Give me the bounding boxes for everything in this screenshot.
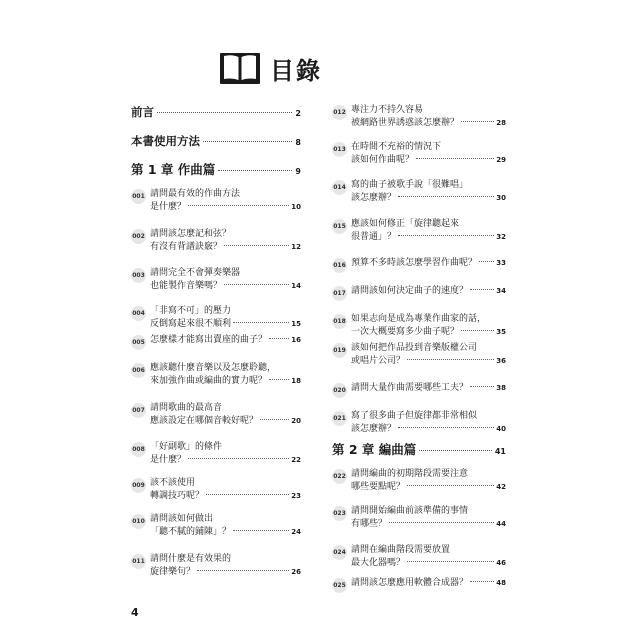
question-page-number: 18 [291,377,301,385]
question-last-line [150,526,301,539]
question-number-badge: 020 [332,383,347,398]
question-line: 很普通」？ [351,232,397,242]
question-number-badge: 010 [131,514,146,529]
question-text [351,257,506,273]
question-last-line [150,415,301,428]
question-page-number: 33 [496,259,506,267]
dot-leader [398,196,494,197]
question-line: 該如何把作品投到音樂版權公司 [351,343,478,353]
question-row [131,513,301,539]
question-row [131,402,301,428]
question-row [332,468,506,494]
toc-question-entry[interactable] [332,179,506,205]
question-number-badge: 021 [332,411,347,426]
toc-question-entry[interactable] [131,477,301,503]
question-row [332,104,506,130]
question-line: 反倒寫起來很不順利 [150,319,232,329]
question-line: 寫了很多曲子但旋律都非常相似 [351,411,478,421]
section-page-number: 8 [295,138,301,147]
question-number-badge: 009 [131,478,146,493]
question-line: 請問該如何決定曲子的速度？ [351,286,469,296]
question-text [150,553,301,579]
question-line: 請問開始編曲前該準備的事情 [351,506,469,516]
question-row [131,441,301,467]
question-page-number: 14 [291,282,301,290]
question-page-number: 16 [291,336,301,344]
dot-leader [398,427,494,428]
question-text [351,342,506,368]
question-page-number: 48 [496,579,506,587]
question-number-badge: 022 [332,469,347,484]
dot-leader [157,112,292,113]
question-row [332,577,506,593]
question-line: 請問在編曲階段需要放置 [351,545,451,555]
question-text [150,513,301,539]
toc-header [218,48,322,88]
question-number-badge: 023 [332,506,347,521]
question-text [150,362,301,388]
question-page-number: 23 [291,492,301,500]
dot-leader [407,359,494,360]
question-number-badge: 006 [131,363,146,378]
question-row [131,267,301,293]
question-number-badge: 003 [131,268,146,283]
question-text [351,410,506,436]
question-number-badge: 002 [131,229,146,244]
question-page-number: 15 [291,320,301,328]
question-text [351,577,506,593]
question-line: 專注力不持久容易 [351,105,424,115]
question-number-badge: 011 [131,554,146,569]
toc-question-entry[interactable] [131,228,301,254]
question-row [332,285,506,301]
question-text [351,218,506,244]
question-number-badge: 004 [131,306,146,321]
question-text [351,285,506,301]
question-row [131,188,301,214]
question-number-badge: 014 [332,180,347,195]
question-line: 應該設定在哪個音較好呢？ [150,416,259,426]
question-line: 「聽不膩的鋪陳」？ [150,527,232,537]
dot-leader [398,235,494,236]
question-line: 請問該怎麼應用軟體合成器？ [351,578,469,588]
question-page-number: 34 [496,287,506,295]
toc-question-entry[interactable] [332,410,506,436]
question-line: 一次大概要寫多少曲子呢？ [351,327,460,337]
question-row [332,544,506,570]
question-row [131,305,301,331]
toc-question-entry[interactable] [131,267,301,293]
dot-leader [188,205,289,206]
dot-leader [389,522,494,523]
section-row [332,440,506,458]
dot-leader [233,530,289,531]
question-line: 該怎麼辦？ [351,424,397,434]
question-line: 請問完全不會彈奏樂器 [150,268,241,278]
question-page-number: 46 [496,559,506,567]
question-line: 或唱片公司？ [351,356,406,366]
question-line: 哪些要點呢？ [351,482,406,492]
toc-question-entry[interactable] [332,505,506,531]
question-row [332,179,506,205]
question-line: 「非寫不可」的壓力 [150,306,232,316]
section-row [131,104,301,120]
question-line: 請問編曲的初期階段需要注意 [351,469,469,479]
question-page-number: 22 [291,456,301,464]
dot-leader [479,261,494,262]
question-last-line [351,423,506,436]
dot-leader [470,581,494,582]
question-row [332,342,506,368]
question-row [332,257,506,273]
question-number-badge: 016 [332,258,347,273]
question-text [150,305,301,331]
open-book-icon [218,48,262,88]
section-row [131,160,301,178]
question-line: 在時間不充裕的情況下 [351,142,442,152]
question-last-line [351,192,506,205]
question-page-number: 42 [496,483,506,491]
dot-leader [419,450,492,451]
question-text [150,441,301,467]
question-row [332,505,506,531]
question-last-line [150,454,301,467]
section-label: 本書使用方法 [131,134,200,148]
question-line: 如果志向是成為專業作曲家的話， [351,314,487,324]
question-text [150,334,301,350]
question-line: 該不該使用 [150,478,196,488]
question-line: 應該聽什麼音樂以及怎麼聆聽， [150,363,277,373]
dot-leader [260,419,289,420]
toc-question-entry[interactable] [131,334,301,350]
question-row [332,313,506,339]
question-last-line [351,117,506,130]
question-page-number: 44 [496,520,506,528]
dot-leader [407,561,494,562]
toc-question-entry[interactable] [332,141,506,167]
question-row [131,362,301,388]
question-page-number: 32 [496,233,506,241]
question-page-number: 38 [496,384,506,392]
toc-question-entry[interactable] [332,382,506,398]
question-last-line [351,326,506,339]
question-line: 是什麼？ [150,202,187,212]
question-page-number: 29 [496,156,506,164]
question-row [332,141,506,167]
section-label: 第 1 章 作曲篇 [131,162,216,177]
question-line: 被網路世界誘惑該怎麼辦？ [351,118,460,128]
question-last-line [351,577,506,590]
question-row [131,553,301,579]
toc-question-entry[interactable] [131,441,301,467]
question-row [131,477,301,503]
dot-leader [269,379,289,380]
toc-question-entry[interactable] [332,218,506,244]
question-line: 請問最有效的作曲方法 [150,189,241,199]
question-text [150,188,301,214]
question-number-badge: 017 [332,286,347,301]
question-line: 該如何作曲呢？ [351,155,415,165]
toc-question-entry[interactable] [332,285,506,301]
question-line: 轉調技巧呢？ [150,491,205,501]
toc-question-entry[interactable] [332,257,506,273]
question-last-line [150,334,301,347]
question-text [351,313,506,339]
question-number-badge: 008 [131,442,146,457]
question-row [332,382,506,398]
question-text [351,505,506,531]
question-line: 請問什麼是有效果的 [150,554,232,564]
question-page-number: 24 [291,528,301,536]
question-line: 該怎麼辦？ [351,193,397,203]
question-text [351,544,506,570]
dot-leader [224,284,289,285]
toc-question-entry[interactable] [332,468,506,494]
section-page-number: 41 [494,447,506,456]
toc-section-entry[interactable] [131,104,301,120]
toc-question-entry[interactable] [131,513,301,539]
dot-leader [461,121,494,122]
section-row [131,133,301,149]
toc-question-entry[interactable] [332,342,506,368]
toc-question-entry[interactable] [131,188,301,214]
question-last-line [351,481,506,494]
toc-question-entry[interactable] [332,313,506,339]
page-number: 4 [131,606,139,619]
toc-question-entry[interactable] [332,104,506,130]
question-line: 怎麼樣才能寫出賣座的曲子？ [150,335,268,345]
question-last-line [351,257,506,270]
question-line: 是什麼？ [150,455,187,465]
question-last-line [150,566,301,579]
toc-section-entry[interactable] [332,440,506,458]
question-row [131,334,301,350]
question-row [332,218,506,244]
question-text [351,382,506,398]
toc-question-entry[interactable] [131,553,301,579]
page-title: 目錄 [270,56,322,85]
dot-leader [224,245,289,246]
question-number-badge: 024 [332,545,347,560]
question-line: 來加強作曲或編曲的實力呢？ [150,376,268,386]
question-line: 寫的曲子被歌手說「很難唱」 [351,180,469,190]
question-line: 請問歌曲的最高音 [150,403,223,413]
question-last-line [150,490,301,503]
question-page-number: 20 [291,417,301,425]
question-line: 請問大量作曲需要哪些工夫？ [351,383,469,393]
question-row [131,228,301,254]
question-line: 也能製作音樂嗎？ [150,281,223,291]
question-page-number: 10 [291,203,301,211]
question-last-line [150,201,301,214]
dot-leader [461,330,494,331]
question-text [351,141,506,167]
question-line: 最大化器嗎？ [351,558,406,568]
section-label: 第 2 章 編曲篇 [332,442,417,457]
question-line: 旋律樂句？ [150,567,196,577]
question-number-badge: 013 [332,142,347,157]
question-last-line [150,318,301,331]
question-last-line [351,518,506,531]
dot-leader [197,570,289,571]
question-page-number: 26 [291,568,301,576]
question-page-number: 40 [496,425,506,433]
toc-question-entry[interactable] [131,305,301,331]
dot-leader [407,485,494,486]
question-text [351,468,506,494]
dot-leader [470,289,494,290]
question-text [150,267,301,293]
question-line: 有沒有背譜訣竅？ [150,242,223,252]
section-page-number: 2 [295,109,301,118]
question-number-badge: 018 [332,314,347,329]
question-text [150,228,301,254]
question-page-number: 12 [291,243,301,251]
section-label: 前言 [131,105,154,119]
dot-leader [416,158,494,159]
question-line: 有哪些？ [351,519,388,529]
question-last-line [351,231,506,244]
dot-leader [470,386,494,387]
question-page-number: 36 [496,357,506,365]
question-text [351,179,506,205]
question-number-badge: 007 [131,403,146,418]
question-page-number: 30 [496,194,506,202]
question-page-number: 28 [496,119,506,127]
question-line: 請問該如何做出 [150,514,214,524]
question-line: 預算不多時該怎麼學習作曲呢？ [351,258,478,268]
dot-leader [269,338,289,339]
toc-section-entry[interactable] [131,133,301,149]
question-number-badge: 012 [332,105,347,120]
toc-section-entry[interactable] [131,160,301,178]
question-text [351,104,506,130]
question-line: 「好副歌」的條件 [150,442,223,452]
question-number-badge: 001 [131,189,146,204]
toc-question-entry[interactable] [131,402,301,428]
question-last-line [351,154,506,167]
question-text [150,402,301,428]
question-last-line [351,557,506,570]
question-last-line [351,285,506,298]
question-row [332,410,506,436]
question-number-badge: 019 [332,343,347,358]
section-page-number: 9 [295,167,301,176]
toc-question-entry[interactable] [131,362,301,388]
question-last-line [351,355,506,368]
question-line: 應該如何修正「旋律聽起來 [351,219,460,229]
question-last-line [150,375,301,388]
question-line: 請問該怎麼記和弦？ [150,229,232,239]
question-number-badge: 005 [131,335,146,350]
dot-leader [218,170,292,171]
toc-question-entry[interactable] [332,577,506,593]
question-last-line [150,280,301,293]
dot-leader [206,494,289,495]
question-text [150,477,301,503]
dot-leader [188,458,289,459]
question-number-badge: 025 [332,578,347,593]
dot-leader [233,322,289,323]
question-page-number: 35 [496,328,506,336]
toc-question-entry[interactable] [332,544,506,570]
question-last-line [351,382,506,395]
question-last-line [150,241,301,254]
question-number-badge: 015 [332,219,347,234]
dot-leader [203,141,292,142]
